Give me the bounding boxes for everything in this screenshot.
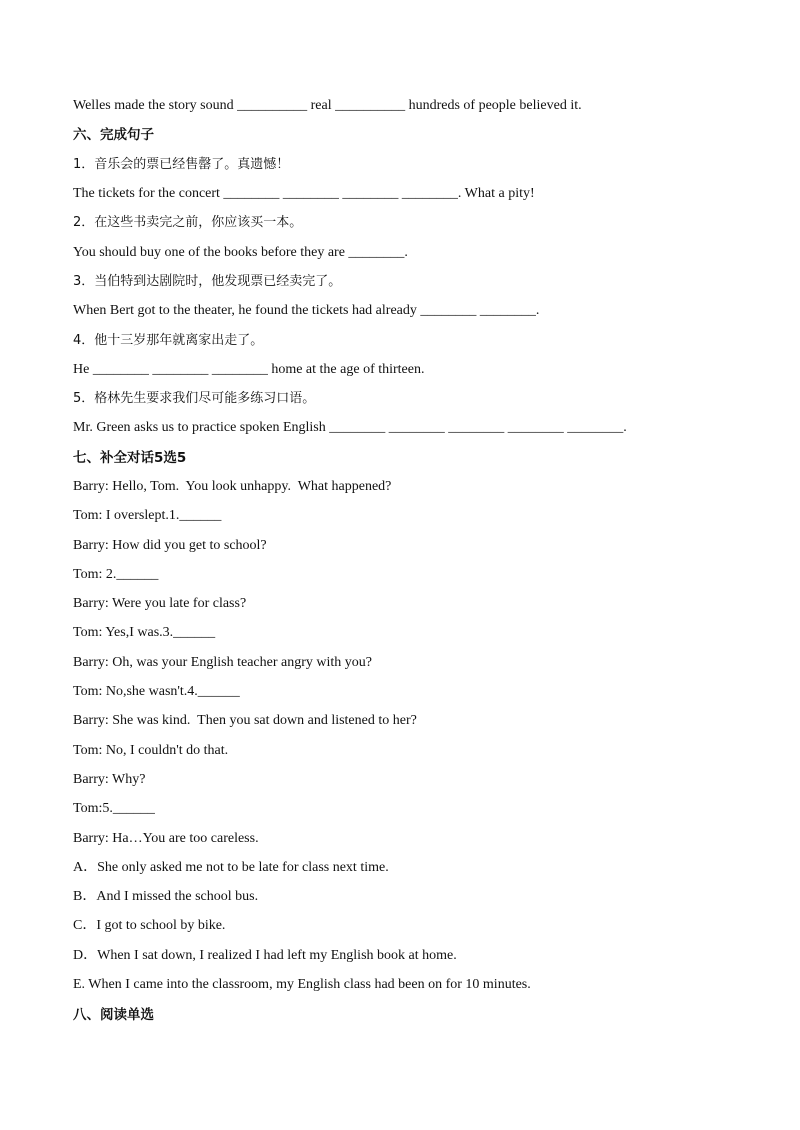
dialogue-line: Barry: Hello, Tom. You look unhappy. What happened? (73, 479, 392, 494)
section-heading-dialogue: 七、补全对话5选5 (73, 450, 187, 466)
chinese-prompt-3: 3．当伯特到达剧院时，他发现票已经卖完了。 (73, 274, 342, 289)
english-sentence-1: The tickets for the concert ________ ________ ________ ________. What a pity! (73, 186, 535, 201)
dialogue-line: Barry: Were you late for class? (73, 596, 247, 611)
english-sentence-3: When Bert got to the theater, he found the tickets had already ________ ________. (73, 303, 540, 318)
dialogue-line: Tom: No,she wasn't.4.______ (73, 684, 240, 699)
option-c: C．I got to school by bike. (73, 918, 226, 933)
dialogue-line: Barry: She was kind. Then you sat down and listened to her? (73, 713, 417, 728)
fill-blank-sentence: Welles made the story sound __________ real __________ hundreds of people believed it. (73, 98, 582, 113)
dialogue-line: Barry: Ha…You are too careless. (73, 831, 259, 846)
section-heading-complete-sentences: 六、完成句子 (73, 127, 154, 143)
option-b: B．And I missed the school bus. (73, 889, 259, 904)
chinese-prompt-5: 5．格林先生要求我们尽可能多练习口语。 (73, 391, 316, 406)
chinese-prompt-4: 4．他十三岁那年就离家出走了。 (73, 333, 264, 348)
dialogue-line: Tom: No, I couldn't do that. (73, 743, 229, 758)
dialogue-line: Tom: I overslept.1.______ (73, 508, 222, 523)
option-d: D．When I sat down, I realized I had left my English book at home. (73, 948, 457, 963)
english-sentence-5: Mr. Green asks us to practice spoken English ________ ________ ________ ________ ________. (73, 420, 627, 435)
dialogue-line: Tom: 2.______ (73, 567, 159, 582)
option-e: E. When I came into the classroom, my English class had been on for 10 minutes. (73, 977, 531, 992)
section-heading-reading: 八、阅读单选 (73, 1007, 154, 1023)
dialogue-line: Barry: How did you get to school? (73, 538, 267, 553)
dialogue-line: Barry: Why? (73, 772, 146, 787)
dialogue-line: Tom:5.______ (73, 801, 155, 816)
chinese-prompt-2: 2．在这些书卖完之前，你应该买一本。 (73, 215, 303, 230)
english-sentence-4: He ________ ________ ________ home at the age of thirteen. (73, 362, 425, 377)
chinese-prompt-1: 1．音乐会的票已经售罄了。真遗憾！ (73, 157, 290, 172)
english-sentence-2: You should buy one of the books before they are ________. (73, 245, 408, 260)
dialogue-line: Tom: Yes,I was.3.______ (73, 625, 216, 640)
option-a: A．She only asked me not to be late for class next time. (73, 860, 389, 875)
dialogue-line: Barry: Oh, was your English teacher angry with you? (73, 655, 372, 670)
